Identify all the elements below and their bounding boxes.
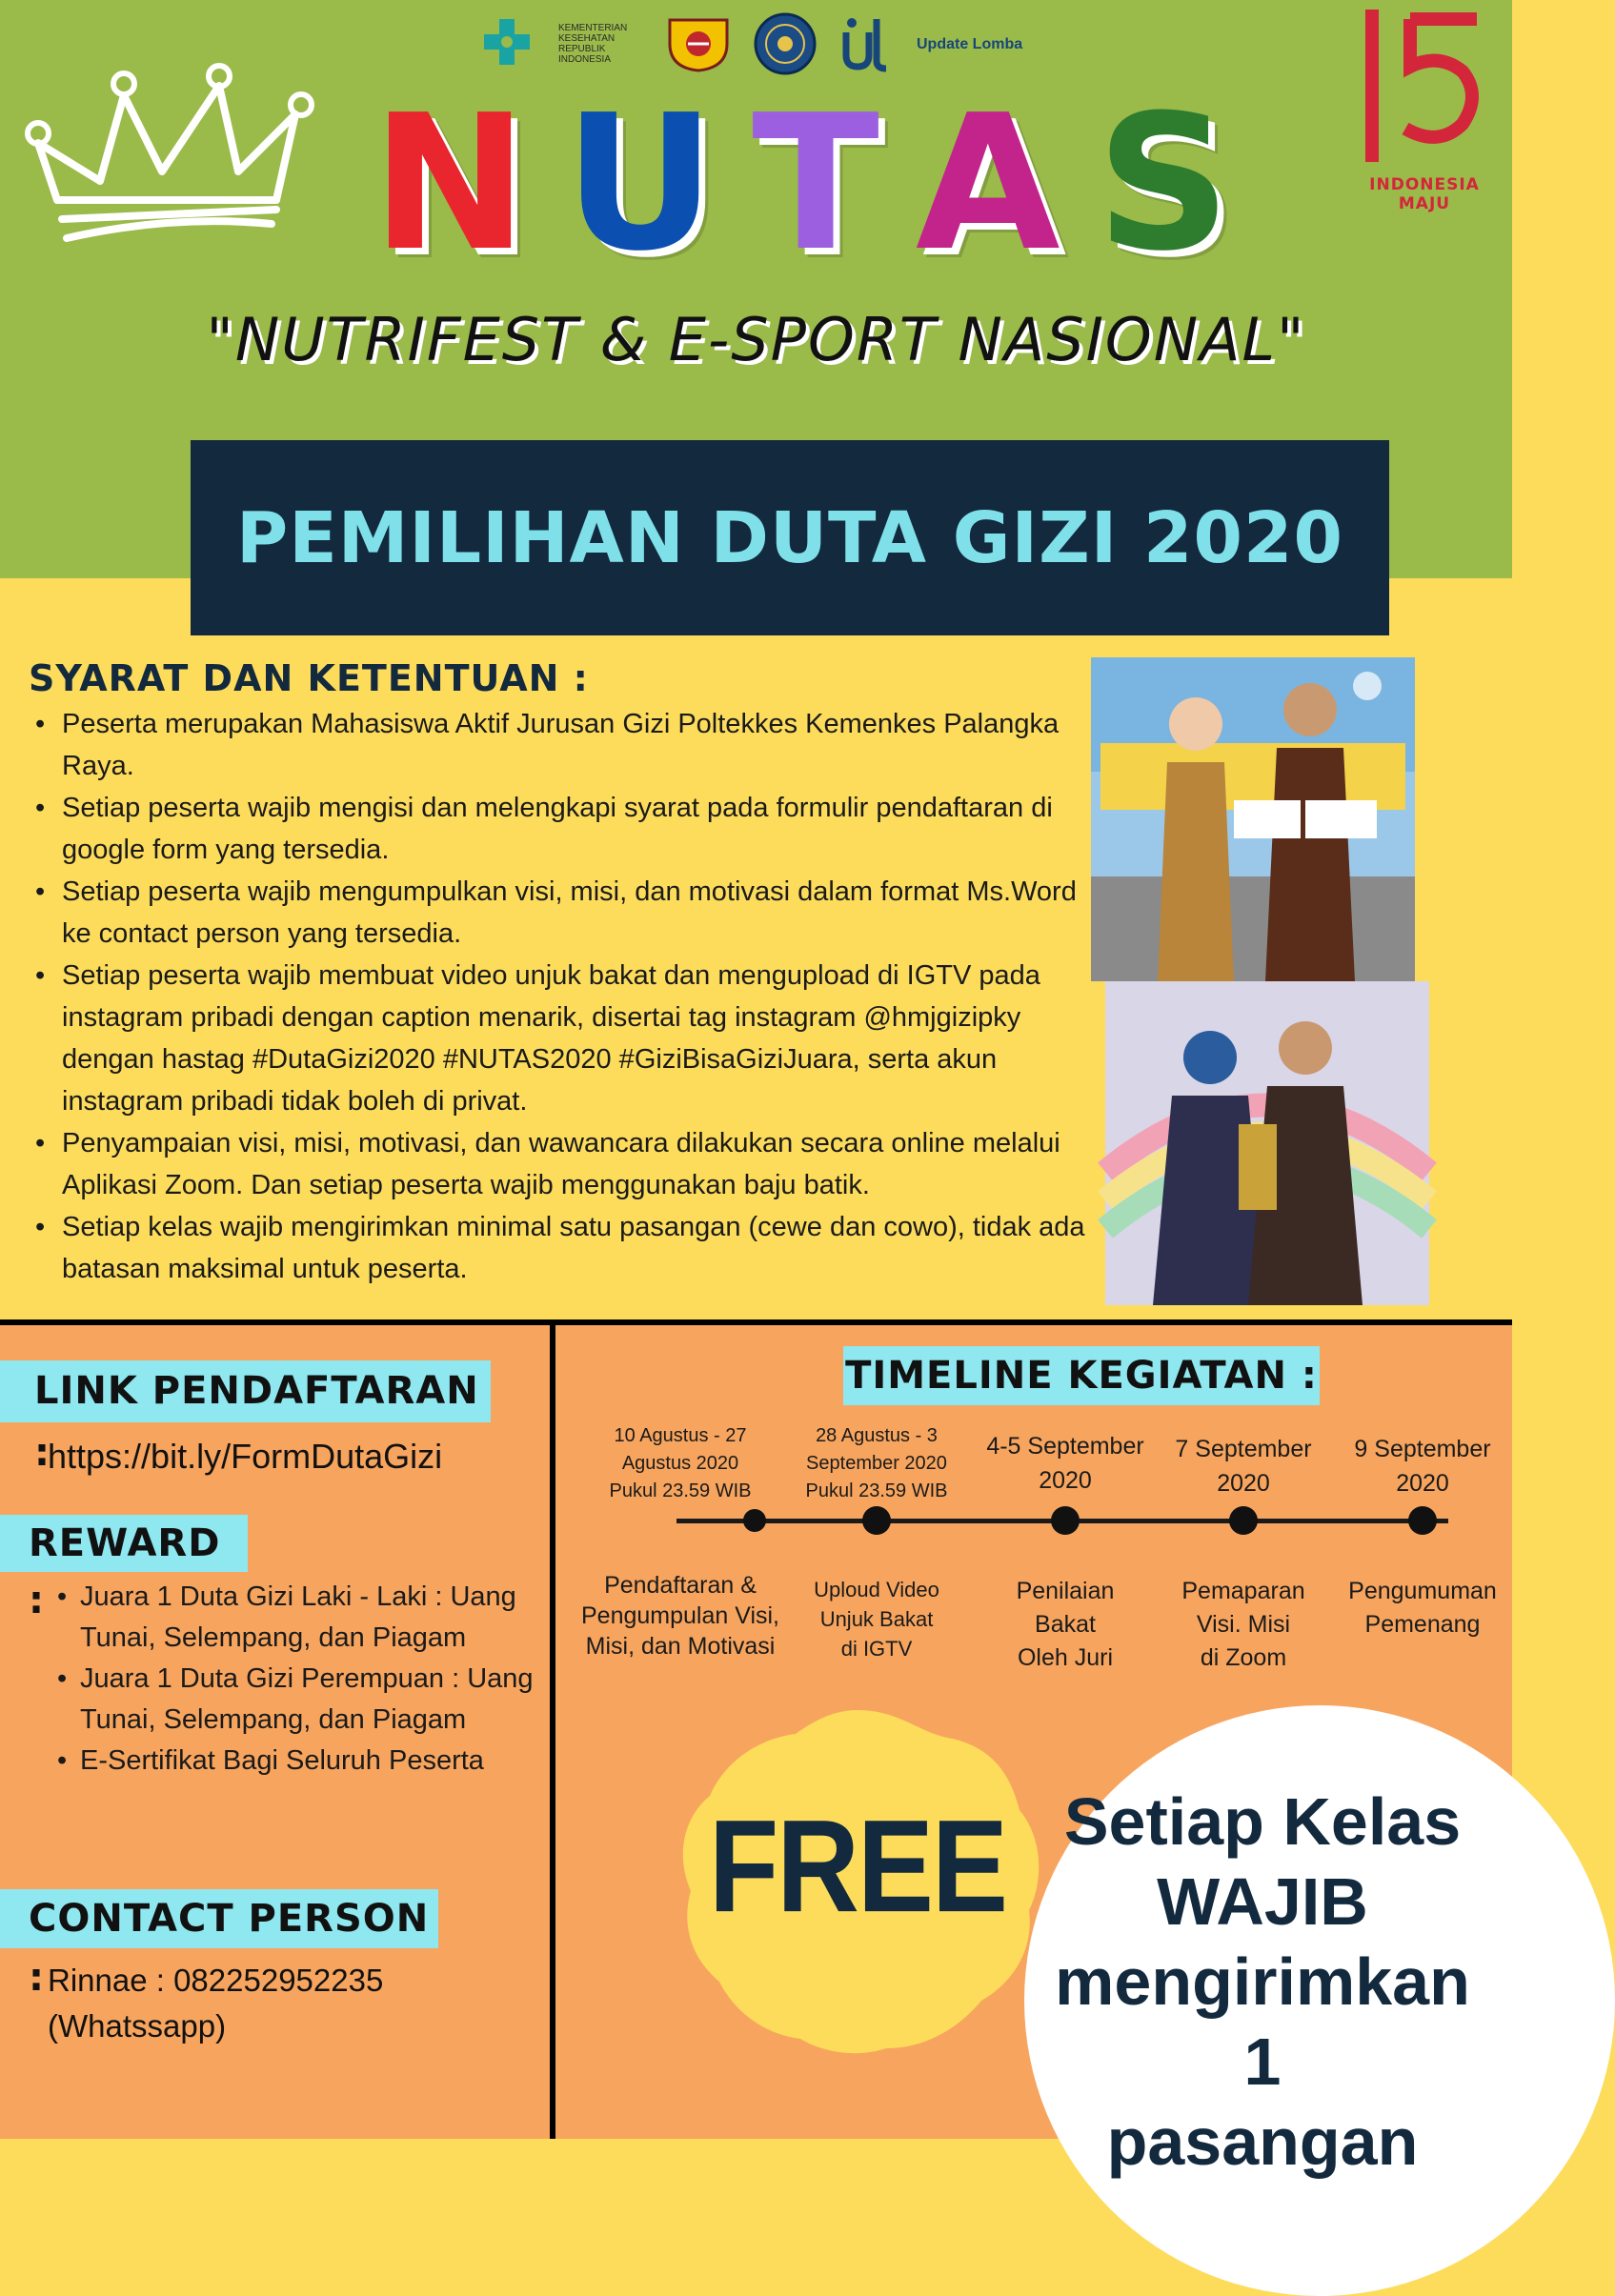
update-lomba-logo-icon (838, 15, 896, 72)
kemenkes-logo-text: KEMENTERIAN KESEHATAN REPUBLIK INDONESIA (558, 23, 628, 65)
timeline-description-line: di Zoom (1200, 1644, 1287, 1671)
sponsor-logos (476, 13, 1022, 74)
duta-gizi-photo-2 (1105, 981, 1429, 1305)
timeline-description-line: Pengumuman (1348, 1578, 1497, 1604)
contact-channel: (Whatssapp) (48, 2008, 227, 2044)
timeline-dot (1229, 1506, 1258, 1535)
timeline-description-line: Visi. Misi (1196, 1611, 1291, 1638)
anniversary-label (1334, 175, 1515, 213)
crown-icon (19, 57, 333, 257)
timeline-description-line: Pendaftaran & (604, 1572, 757, 1599)
contact-phone: Rinnae : 082252952235 (48, 1963, 384, 1998)
wajib-line: mengirimkan 1 (1055, 1944, 1470, 2099)
free-label: FREE (708, 1792, 1007, 1941)
timeline-start-dot (743, 1509, 766, 1532)
timeline-date-line: 2020 (1396, 1470, 1449, 1497)
wajib-message (1039, 1782, 1486, 2182)
timeline-date (786, 1422, 967, 1505)
pemilihan-banner (191, 440, 1389, 635)
syarat-item: • Setiap peserta wajib mengumpulkan visi, misi, dan motivasi dalam format Ms.Word ke contact person yang tersedia. (33, 871, 1100, 955)
timeline-date-line: 2020 (1217, 1470, 1270, 1497)
timeline-description-line: Pemenang (1364, 1611, 1481, 1638)
title-letter: U (564, 75, 717, 292)
timeline-date-line: Pukul 23.59 WIB (805, 1480, 948, 1501)
update-lomba-text: Update Lomba (917, 35, 1023, 52)
title-letter: A (915, 75, 1060, 292)
timeline-dot (1408, 1506, 1437, 1535)
timeline-description-line: Unjuk Bakat (819, 1607, 934, 1631)
contact-person-info (48, 1958, 524, 2049)
banner-title: PEMILIHAN DUTA GIZI 2020 (235, 496, 1343, 579)
timeline-date-line: 9 September (1354, 1436, 1491, 1462)
timeline-date-line: Pukul 23.59 WIB (609, 1480, 752, 1501)
section-divider (0, 1319, 1512, 1325)
timeline-date (590, 1422, 771, 1505)
timeline-description (1318, 1575, 1527, 1641)
timeline-description-line: Pengumpulan Visi, (580, 1602, 779, 1629)
timeline-date (1153, 1432, 1334, 1500)
syarat-item: • Penyampaian visi, misi, motivasi, dan wawancara dilakukan secara online melalui Aplikasi Zoom. Dan setiap peserta wajib menggunakan baju batik. (33, 1122, 1100, 1206)
timeline-date-line: 2020 (1039, 1467, 1092, 1494)
timeline-date-line: Agustus 2020 (621, 1453, 739, 1474)
reward-label: REWARD : (0, 1515, 248, 1572)
university-seal-icon (753, 11, 818, 76)
reward-item: • E-Sertifikat Bagi Seluruh Peserta (57, 1741, 534, 1782)
timeline-date-line: 10 Agustus - 27 (614, 1425, 747, 1446)
link-pendaftaran-label: LINK PENDAFTARAN : (0, 1360, 491, 1422)
nutas-title (372, 75, 1231, 292)
timeline-date-line: 28 Agustus - 3 (816, 1425, 938, 1446)
timeline-description-line: Pemaparan (1181, 1578, 1305, 1604)
timeline-dot (862, 1506, 891, 1535)
timeline-description (772, 1575, 981, 1663)
poltekkes-logo-icon (665, 15, 732, 72)
wajib-line: Setiap Kelas (1063, 1784, 1462, 1859)
title-letter: T (752, 75, 879, 292)
syarat-list (33, 703, 1100, 1290)
contact-person-label: CONTACT PERSON : (0, 1889, 438, 1948)
timeline-description-line: Misi, dan Motivasi (585, 1633, 776, 1660)
syarat-item: • Peserta merupakan Mahasiswa Aktif Jurusan Gizi Poltekkes Kemenkes Palangka Raya. (33, 703, 1100, 787)
timeline-date-line: 7 September (1175, 1436, 1312, 1462)
column-divider (550, 1319, 555, 2139)
title-letter: N (372, 75, 529, 292)
timeline-date-line: September 2020 (806, 1453, 947, 1474)
timeline-description-line: Oleh Juri (1017, 1644, 1114, 1671)
wajib-line: WAJIB (1157, 1864, 1368, 1939)
timeline-description-line: di IGTV (840, 1637, 913, 1661)
timeline-date (975, 1429, 1156, 1498)
timeline-dot (1051, 1506, 1080, 1535)
reward-item: • Juara 1 Duta Gizi Laki - Laki : Uang Tunai, Selempang, dan Piagam (57, 1577, 534, 1659)
reward-item: • Juara 1 Duta Gizi Perempuan : Uang Tunai, Selempang, dan Piagam (57, 1659, 534, 1741)
timeline-description (575, 1570, 785, 1662)
syarat-heading: SYARAT DAN KETENTUAN : (29, 657, 589, 699)
timeline-description-line: Uploud Video (814, 1578, 939, 1601)
reward-list (57, 1577, 534, 1782)
timeline-description-line: Penilaian (1016, 1578, 1115, 1604)
anniversary-label-line-2: MAJU (1398, 194, 1451, 213)
timeline-date (1332, 1432, 1513, 1500)
anniversary-label-line-1: INDONESIA (1369, 175, 1480, 194)
syarat-item: • Setiap peserta wajib mengisi dan melengkapi syarat pada formulir pendaftaran di google form yang tersedia. (33, 787, 1100, 871)
syarat-item: • Setiap peserta wajib membuat video unjuk bakat dan mengupload di IGTV pada instagram pribadi dengan caption menarik, disertai tag instagram @hmjgizipky dengan hastag #DutaGizi2020 #NUTAS2020 #GiziBisaGiziJuara, serta akun instagram pribadi tidak boleh di privat. (33, 955, 1100, 1122)
event-subtitle: "NUTRIFEST & E-SPORT NASIONAL" (206, 305, 1306, 374)
registration-link[interactable]: https://bit.ly/FormDutaGizi (48, 1437, 443, 1476)
wajib-line: pasangan (1106, 2105, 1419, 2179)
timeline-label: TIMELINE KEGIATAN : (843, 1346, 1320, 1405)
syarat-item: • Setiap kelas wajib mengirimkan minimal satu pasangan (cewe dan cowo), tidak ada batasan maksimal untuk peserta. (33, 1206, 1100, 1290)
timeline-date-line: 4-5 September (986, 1433, 1144, 1460)
kemenkes-logo-icon (476, 15, 537, 72)
timeline-description-line: Bakat (1035, 1611, 1096, 1638)
timeline-description (1139, 1575, 1348, 1675)
title-letter: S (1096, 75, 1231, 292)
duta-gizi-photo-1 (1091, 657, 1415, 981)
